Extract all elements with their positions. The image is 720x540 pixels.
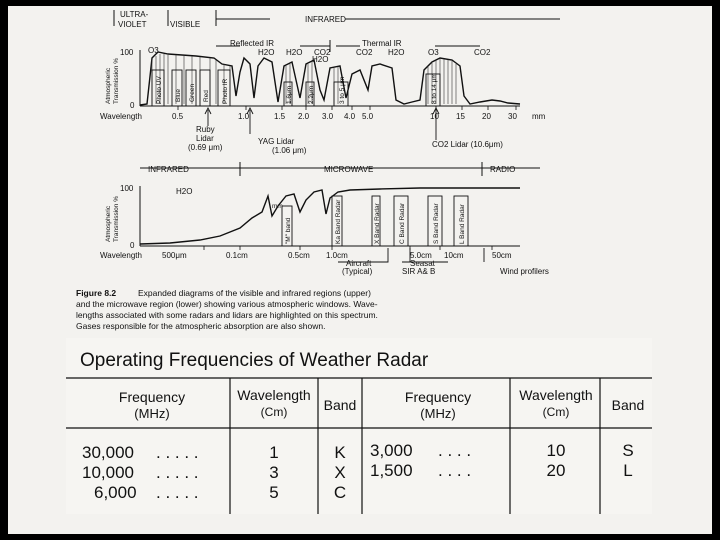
region-label-visible: VISIBLE (170, 20, 201, 29)
upper-chart-labels (100, 10, 546, 155)
band-label-ka: Ka Band Radar (335, 199, 342, 244)
lidar-label: Ruby (196, 125, 215, 134)
band-label-8-14: 8 to 14 μm (431, 73, 438, 104)
figure-caption (76, 288, 378, 331)
band-label-photo-ir: Photo IR (222, 78, 229, 104)
band-cell: C (333, 483, 347, 502)
dots-cell: . . . . (438, 461, 472, 480)
x-tick: 15 (456, 112, 465, 121)
dots-cell: . . . . (438, 441, 472, 460)
header-frequency-right: Frequency (404, 389, 472, 405)
dots-cell: . . . . . (156, 483, 199, 502)
freq-cell: 6,000 (94, 483, 137, 502)
gas-label: H2O (176, 187, 193, 196)
gas-label: CO2 (314, 48, 331, 57)
y-axis-label: Transmission % (113, 196, 120, 242)
x-tick: 10cm (444, 251, 464, 260)
region-label-microwave: MICROWAVE (324, 165, 374, 174)
lidar-label: Lidar (196, 134, 214, 143)
header-band-right: Band (611, 397, 645, 413)
x-tick: 1.0 (238, 112, 250, 121)
wavelength-cell: 5 (269, 483, 279, 502)
y-tick-100: 100 (120, 48, 134, 57)
x-tick: 4.0 (344, 112, 356, 121)
band-cell: S (622, 441, 634, 460)
x-tick: 20 (482, 112, 491, 121)
freq-cell: 3,000 (370, 441, 413, 460)
gas-label: H2O (388, 48, 405, 57)
annotation-sir: SIR A& B (402, 267, 436, 276)
caption-line: Expanded diagrams of the visible and infrared regions (upper) (138, 288, 371, 298)
band-label-1-6: 1.6μm (286, 85, 293, 104)
radar-frequency-table (66, 338, 652, 514)
band-label-l: L Band Radar (459, 204, 466, 244)
band-label-red: Red (203, 90, 210, 102)
freq-cell: 1,500 (370, 461, 413, 480)
region-label-uv2: VIOLET (118, 20, 147, 29)
band-label-3-5: 3 to 5 μm (339, 76, 346, 104)
band-label-m-band: "M" band (285, 217, 292, 244)
header-band-left: Band (323, 397, 357, 413)
dots-cell: . . . . . (156, 443, 199, 462)
region-label-infrared: INFRARED (305, 15, 346, 24)
x-tick: 0.1cm (226, 251, 248, 260)
band-label-s: S Band Radar (433, 203, 440, 244)
band-cell: X (334, 463, 346, 482)
gas-label: O3 (428, 48, 439, 57)
lidar-label: (0.69 μm) (188, 143, 223, 152)
x-tick: 500μm (162, 251, 187, 260)
band-label-c: C Band Radar (399, 202, 406, 244)
band-label-x: X Band Radar (374, 203, 381, 244)
header-frequency-left: Frequency (118, 389, 186, 405)
header-cm-left: (Cm) (260, 405, 288, 419)
x-tick: 0.5cm (288, 251, 310, 260)
dots-cell: . . . . . (156, 463, 199, 482)
header-wavelength-right: Wavelength (519, 387, 593, 403)
x-axis-label: Wavelength (100, 112, 142, 121)
caption-line: Gases responsible for the atmospheric absorption are also shown. (76, 321, 326, 331)
y-tick-0: 0 (130, 101, 135, 110)
caption-label: Figure 8.2 (76, 288, 117, 298)
gas-label: H2O (258, 48, 275, 57)
x-tick: 3.0 (322, 112, 334, 121)
annotation-seasat: Seasat (410, 259, 435, 268)
band-label-green: Green (189, 83, 196, 102)
x-tick: 2.0 (298, 112, 310, 121)
wavelength-cell: 10 (546, 441, 566, 460)
header-mhz-left: (MHz) (134, 406, 170, 421)
band-label-photo-uv: Photo UV (156, 76, 163, 104)
annotation-wind-profilers: Wind profilers (500, 267, 549, 276)
band-label-2-2: 2.2μm (308, 85, 315, 104)
lidar-label: (1.06 μm) (272, 146, 307, 155)
x-tick: 5.0 (362, 112, 374, 121)
x-tick: 50cm (492, 251, 512, 260)
x-tick: 0.5 (172, 112, 184, 121)
header-wavelength-left: Wavelength (237, 387, 311, 403)
lidar-label: CO2 Lidar (10.6μm) (432, 140, 503, 149)
band-cell: K (334, 443, 346, 462)
subregion-reflected-ir: Reflected IR (230, 39, 275, 48)
gas-label: O3 (148, 46, 159, 55)
gas-label: H2O (312, 55, 329, 64)
subregion-thermal-ir: Thermal IR (362, 39, 402, 48)
band-label-mm: mm (272, 203, 283, 210)
wavelength-cell: 20 (546, 461, 566, 480)
band-label-blue: Blue (175, 88, 182, 102)
region-label-uv1: ULTRA- (120, 10, 149, 19)
region-label-radio: RADIO (490, 165, 516, 174)
caption-line: lengths associated with some radars and lidars are highlighted on this spectrum. (76, 310, 378, 320)
x-tick: 10 (430, 112, 439, 121)
x-axis-label: Wavelength (100, 251, 142, 260)
y-axis-label: Atmospheric (105, 205, 112, 242)
x-tick: 5.0cm (410, 251, 432, 260)
header-mhz-right: (MHz) (420, 406, 456, 421)
gas-label: CO2 (356, 48, 373, 57)
gas-label: H2O (286, 48, 303, 57)
caption-line: and the microwave region (lower) showing various atmospheric windows. Wave- (76, 299, 378, 309)
x-tick: 30 (508, 112, 517, 121)
freq-cell: 30,000 (82, 443, 134, 462)
wavelength-cell: 3 (269, 463, 279, 482)
y-tick-0: 0 (130, 241, 135, 250)
freq-cell: 10,000 (82, 463, 134, 482)
lidar-label: YAG Lidar (258, 137, 295, 146)
region-label-infrared: INFRARED (148, 165, 189, 174)
gas-label: CO2 (474, 48, 491, 57)
y-axis-label: Atmospheric (105, 67, 112, 104)
table-title: Operating Frequencies of Weather Radar (80, 350, 429, 371)
header-cm-right: (Cm) (542, 405, 570, 419)
x-tick: 1.5 (274, 112, 286, 121)
band-cell: L (623, 461, 633, 480)
lower-chart-labels (100, 165, 549, 276)
y-axis-label: Transmission % (113, 58, 120, 104)
annotation-typical: (Typical) (342, 267, 373, 276)
wavelength-cell: 1 (269, 443, 279, 462)
annotation-aircraft: Aircraft (346, 259, 372, 268)
y-tick-100: 100 (120, 184, 134, 193)
x-tick: 1.0cm (326, 251, 348, 260)
x-tick-unit: mm (532, 112, 546, 121)
